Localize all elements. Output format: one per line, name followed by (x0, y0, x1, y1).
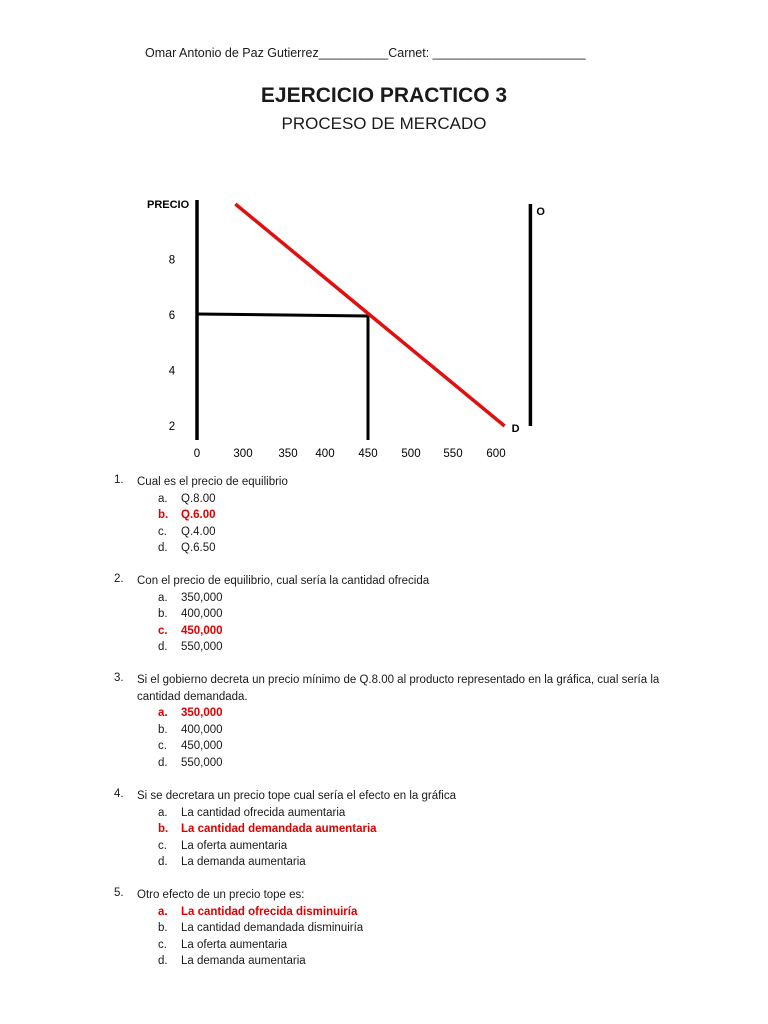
option-list (158, 491, 674, 557)
option-letter: b. (158, 608, 168, 620)
y-tick-label: 6 (168, 310, 176, 322)
answer-option (158, 540, 674, 557)
page-subtitle: PROCESO DE MERCADO (281, 114, 487, 133)
option-list (158, 705, 674, 771)
series-label-D: D (511, 423, 520, 435)
option-text: 400,000 (181, 723, 223, 736)
answer-option (158, 920, 674, 937)
answer-option (158, 590, 674, 607)
option-text: 400,000 (181, 608, 223, 620)
question-3 (114, 672, 674, 771)
option-letter: b. (158, 922, 168, 934)
answer-option (158, 623, 674, 640)
answer-option (158, 507, 674, 524)
answer-option (158, 491, 674, 508)
answer-option (158, 821, 674, 838)
question-number: 2. (114, 573, 124, 585)
option-letter: c. (158, 525, 167, 538)
option-text: 550,000 (181, 641, 223, 653)
question-number: 3. (114, 672, 124, 684)
option-text: La demanda aumentaria (181, 856, 306, 868)
x-tick-label: 350 (278, 448, 298, 460)
answer-option (158, 953, 674, 970)
option-letter: a. (158, 806, 168, 819)
question-text: Cual es el precio de equilibrio (137, 476, 288, 488)
answer-option (158, 838, 674, 855)
question-5 (114, 887, 674, 970)
student-line: Omar Antonio de Paz Gutierrez__________Carnet: ______________________ (145, 46, 586, 60)
option-text: 350,000 (181, 591, 223, 604)
option-letter: c. (158, 740, 167, 752)
page-title: EJERCICIO PRACTICO 3 (260, 84, 508, 107)
option-text: Q.6.50 (181, 542, 216, 554)
option-letter: d. (158, 955, 168, 967)
option-letter: a. (158, 591, 168, 604)
answer-option (158, 937, 674, 954)
answer-option (158, 854, 674, 871)
x-tick-label: 400 (315, 448, 335, 460)
x-tick-label: 0 (193, 448, 201, 460)
option-letter: b. (158, 509, 169, 521)
answer-option (158, 738, 674, 755)
option-letter: c. (158, 624, 168, 637)
answer-option (158, 524, 674, 541)
option-text: La cantidad ofrecida disminuiría (181, 905, 358, 918)
option-text: 550,000 (181, 756, 223, 769)
option-text: Q.8.00 (181, 492, 216, 505)
option-letter: d. (158, 856, 168, 868)
question-number: 4. (114, 788, 124, 800)
option-text: La cantidad demandada aumentaria (181, 823, 377, 835)
question-2 (114, 573, 674, 656)
y-axis-label: PRECIO (147, 199, 190, 211)
question-number: 5. (114, 887, 124, 899)
option-text: 450,000 (181, 624, 223, 637)
x-tick-label: 500 (401, 448, 421, 460)
y-tick-label: 4 (168, 365, 176, 378)
answer-option (158, 904, 674, 921)
question-text: Con el precio de equilibrio, cual sería la cantidad ofrecida (137, 575, 430, 587)
option-list (158, 904, 674, 970)
option-letter: d. (158, 641, 168, 653)
question-text: Otro efecto de un precio tope es: (137, 889, 305, 901)
option-text: Q.6.00 (181, 509, 216, 521)
x-tick-label: 300 (233, 448, 253, 460)
option-list (158, 590, 674, 656)
option-letter: b. (158, 723, 168, 736)
option-letter: b. (158, 823, 169, 835)
option-letter: d. (158, 756, 168, 769)
option-text: 450,000 (181, 740, 223, 752)
answer-option (158, 705, 674, 722)
option-letter: a. (158, 492, 168, 505)
y-tick-label: 8 (168, 254, 176, 267)
answer-option (158, 639, 674, 656)
option-list (158, 805, 674, 871)
option-letter: c. (158, 839, 167, 852)
equilibrium-price-line (197, 314, 368, 316)
option-text: La oferta aumentaria (181, 839, 288, 852)
question-4 (114, 788, 674, 871)
question-text: Si se decretara un precio tope cual sería el efecto en la gráfica (137, 790, 456, 802)
option-text: 350,000 (181, 707, 223, 719)
answer-option (158, 722, 674, 739)
x-tick-label: 450 (358, 448, 378, 460)
option-text: La oferta aumentaria (181, 938, 288, 951)
y-tick-label: 2 (168, 421, 176, 433)
x-tick-label: 600 (486, 448, 506, 460)
option-text: La demanda aumentaria (181, 955, 306, 967)
series-label-O: O (536, 206, 545, 218)
x-tick-label: 550 (443, 448, 463, 460)
option-text: La cantidad demandada disminuiría (181, 922, 364, 934)
option-text: Q.4.00 (181, 525, 216, 538)
question-number: 1. (114, 474, 124, 486)
answer-option (158, 805, 674, 822)
question-text: Si el gobierno decreta un precio mínimo de Q.8.00 al producto representado en la gráfica, cual sería la cantidad demandada. (137, 674, 660, 703)
option-letter: a. (158, 707, 168, 719)
market-chart (0, 170, 768, 470)
answer-option (158, 606, 674, 623)
answer-option (158, 755, 674, 772)
option-text: La cantidad ofrecida aumentaria (181, 806, 346, 819)
question-1 (114, 474, 674, 557)
option-letter: d. (158, 542, 168, 554)
option-letter: c. (158, 938, 167, 951)
option-letter: a. (158, 905, 168, 918)
